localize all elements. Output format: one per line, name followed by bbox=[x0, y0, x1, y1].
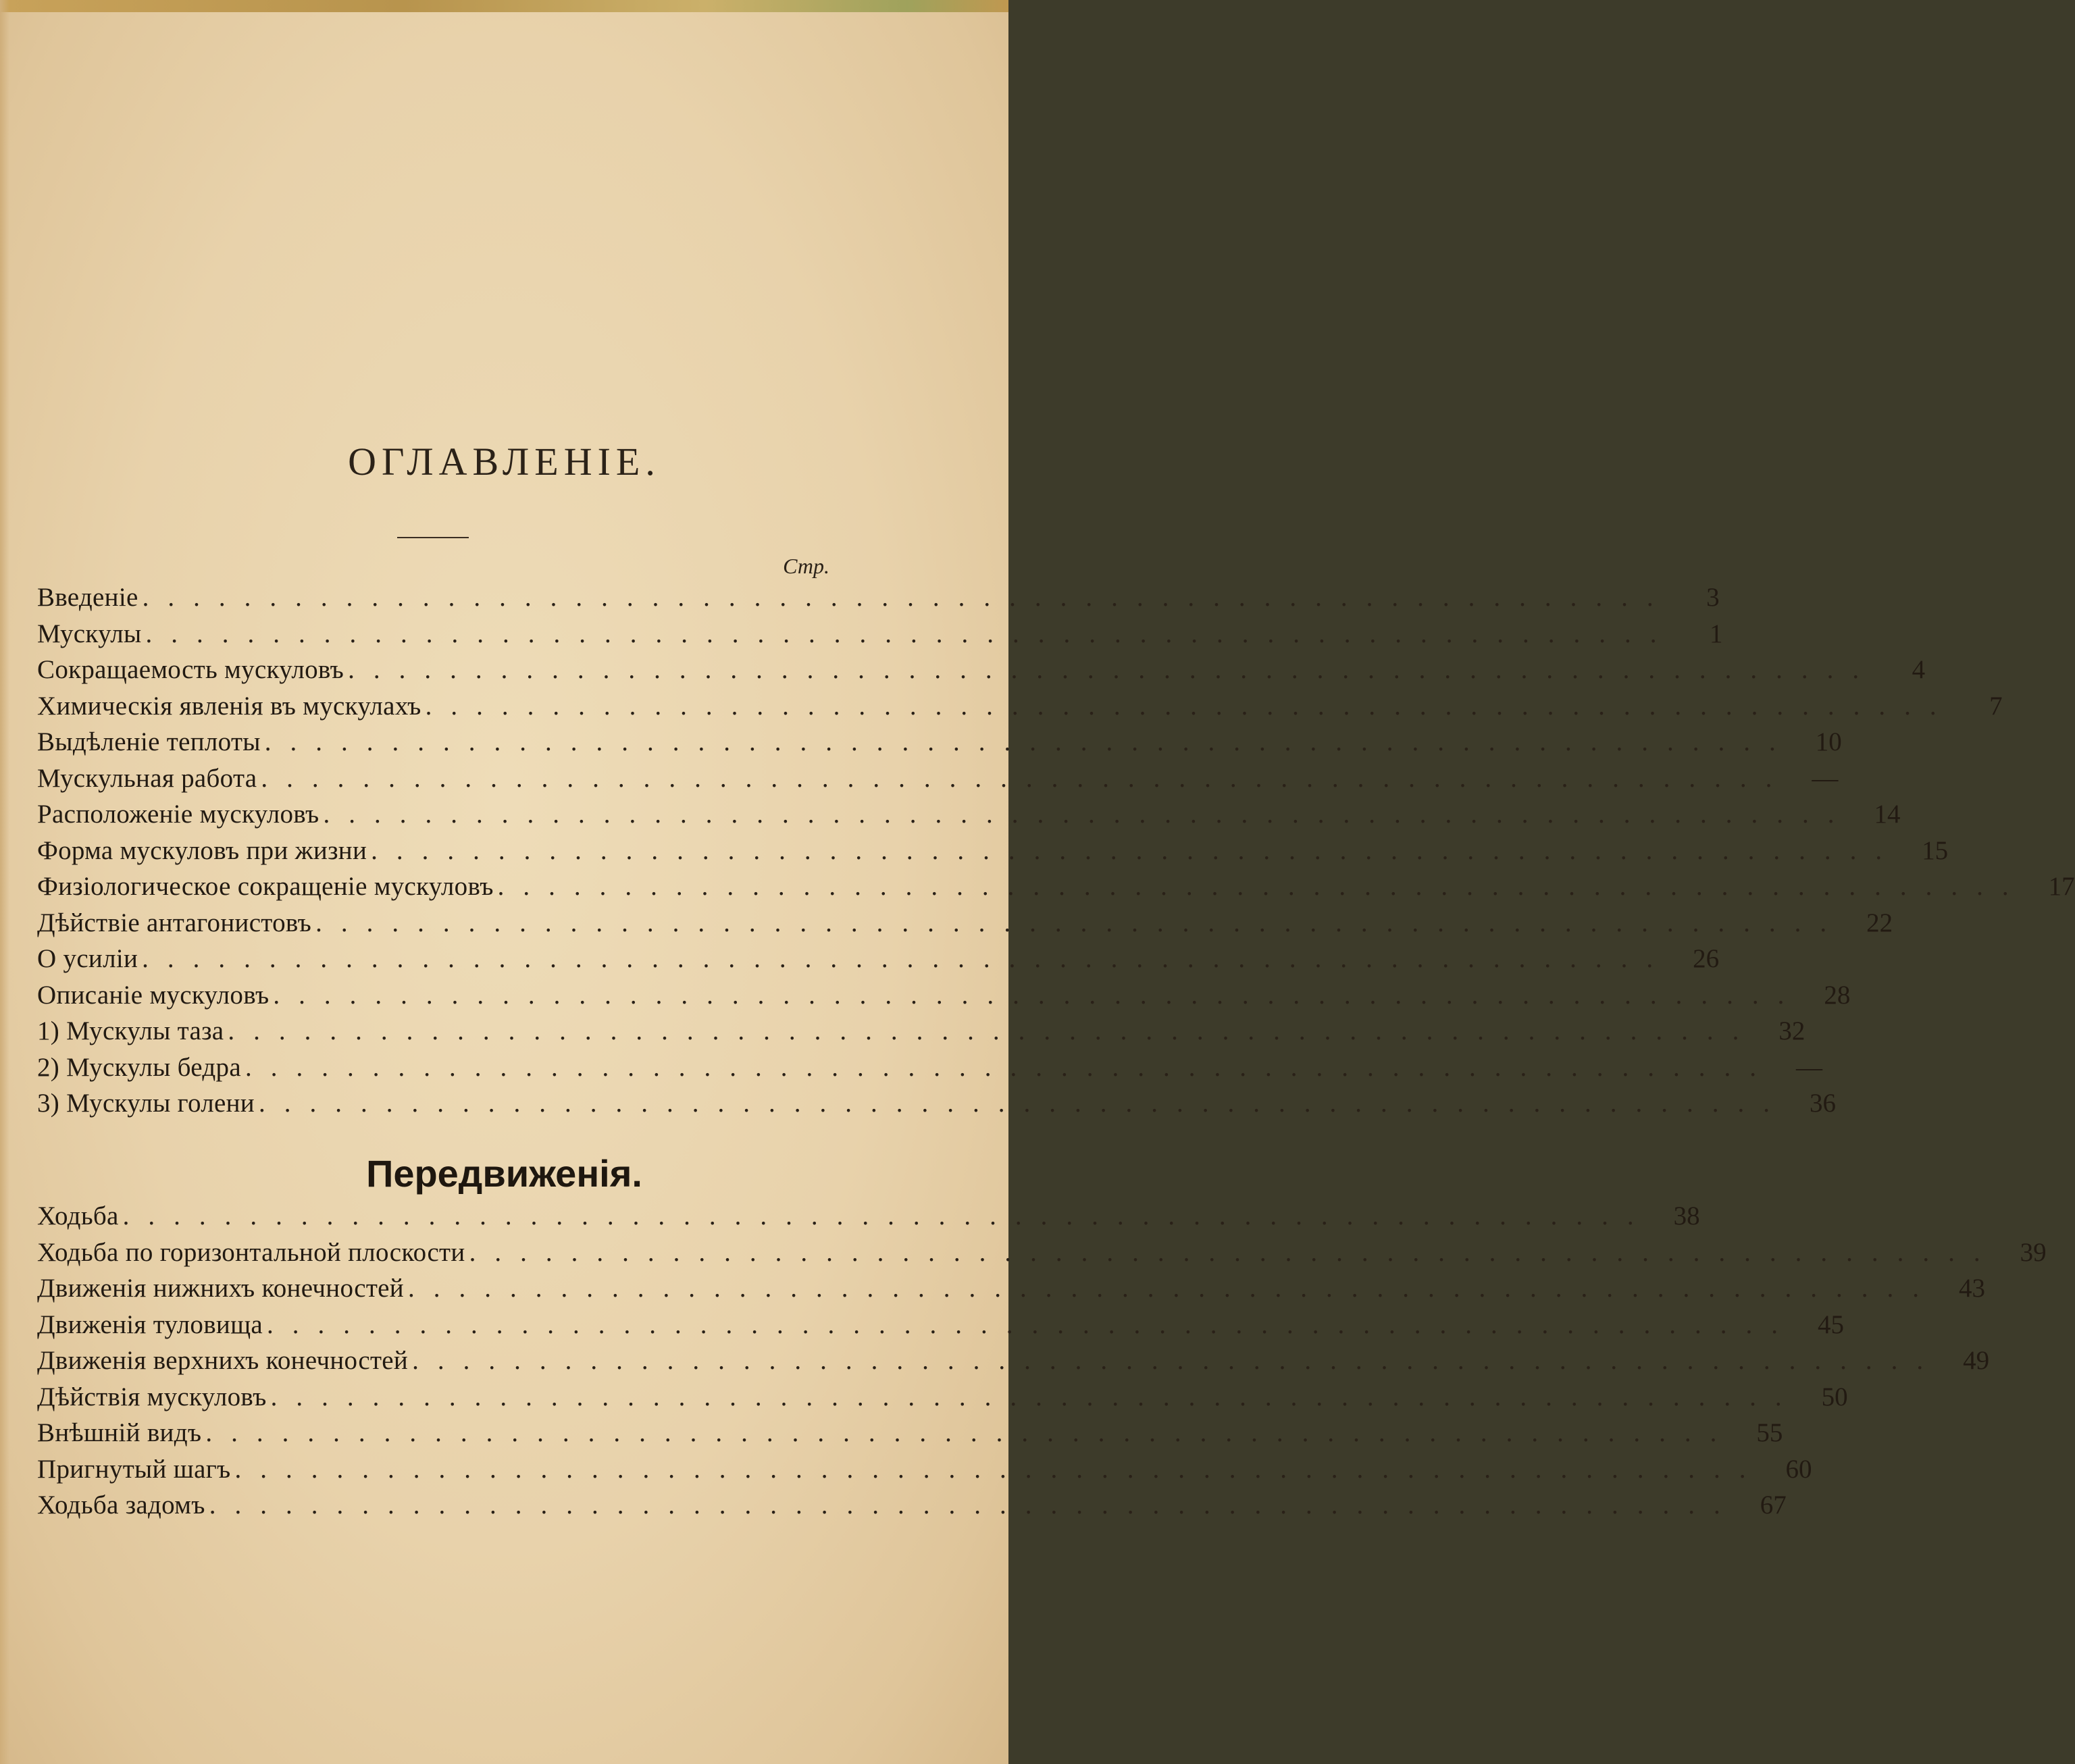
toc-entry bbox=[37, 1088, 1836, 1124]
toc-dot-leader: ............................................................ bbox=[407, 1274, 1938, 1303]
toc-entry bbox=[37, 871, 2075, 908]
toc-entry bbox=[37, 1490, 1787, 1526]
toc-entry-page: 50 bbox=[1821, 1382, 1848, 1411]
toc-entry-page: 26 bbox=[1693, 944, 1720, 973]
toc-dot-leader: ............................................................ bbox=[261, 763, 1791, 793]
toc-entry-page: 28 bbox=[1824, 980, 1851, 1010]
toc-entry-title: Движенія верхнихъ конечностей bbox=[37, 1346, 409, 1375]
title-divider bbox=[397, 537, 469, 538]
toc-entry-title: Дѣйствіе антагонистовъ bbox=[37, 908, 312, 937]
toc-entry bbox=[37, 763, 1839, 800]
toc-part-two bbox=[37, 1201, 2047, 1526]
toc-entry bbox=[37, 1201, 1700, 1237]
toc-entry bbox=[37, 654, 1926, 691]
toc-part-one bbox=[37, 582, 2075, 1124]
toc-entry-page: 14 bbox=[1874, 800, 1901, 829]
toc-dot-leader: ............................................................ bbox=[264, 727, 1795, 756]
page-title: ОГЛАВЛЕНІЕ. bbox=[348, 440, 661, 484]
toc-dot-leader: ............................................................ bbox=[142, 583, 1672, 612]
toc-entry-title: О усиліи bbox=[37, 944, 138, 973]
toc-entry-page: 32 bbox=[1778, 1016, 1805, 1045]
toc-entry bbox=[37, 943, 1720, 980]
toc-entry-title: Химическія явленія въ мускулахъ bbox=[37, 691, 421, 721]
page-column-label: Стр. bbox=[783, 554, 829, 578]
toc-dot-leader: ............................................................ bbox=[209, 1490, 1739, 1520]
toc-entry-title: Расположеніе мускуловъ bbox=[37, 800, 319, 829]
toc-entry-title: Внѣшній видъ bbox=[37, 1418, 202, 1447]
toc-entry-page: 67 bbox=[1760, 1490, 1787, 1520]
toc-entry-page: 36 bbox=[1809, 1089, 1836, 1118]
toc-entry-title: Форма мускуловъ при жизни bbox=[37, 835, 367, 865]
section-title: Передвиженія. bbox=[366, 1152, 642, 1195]
toc-dot-leader: ............................................................ bbox=[205, 1418, 1736, 1447]
toc-entry bbox=[37, 1237, 2047, 1274]
toc-entry bbox=[37, 1016, 1805, 1052]
toc-entry-title: Физіологическое сокращеніе мускуловъ bbox=[37, 872, 494, 901]
toc-entry bbox=[37, 619, 1723, 655]
toc-entry-page: 39 bbox=[2020, 1237, 2047, 1267]
toc-dot-leader: ............................................................ bbox=[497, 872, 2028, 901]
toc-dot-leader: ............................................................ bbox=[469, 1237, 1999, 1267]
toc-entry-page: 45 bbox=[1818, 1309, 1845, 1339]
toc-entry bbox=[37, 691, 2003, 727]
toc-entry-page: 60 bbox=[1785, 1454, 1812, 1484]
toc-dot-leader: ............................................................ bbox=[228, 1016, 1758, 1045]
toc-entry-title: Введеніе bbox=[37, 583, 138, 612]
toc-entry-page: 15 bbox=[1922, 835, 1949, 865]
toc-entry-page: 55 bbox=[1756, 1418, 1783, 1447]
toc-entry bbox=[37, 908, 1893, 944]
toc-entry-page: 49 bbox=[1963, 1346, 1990, 1375]
toc-entry-page: 4 bbox=[1912, 655, 1926, 684]
toc-dot-leader: ............................................................ bbox=[315, 908, 1846, 937]
toc-dot-leader: ............................................................ bbox=[245, 1052, 1775, 1082]
toc-dot-leader: ............................................................ bbox=[425, 691, 1955, 721]
toc-entry-title: 2) Мускулы бедра bbox=[37, 1052, 241, 1082]
toc-dot-leader: ............................................................ bbox=[273, 980, 1803, 1010]
toc-entry-page: 43 bbox=[1958, 1274, 1985, 1303]
toc-entry bbox=[37, 1454, 1812, 1490]
toc-entry-page: 3 bbox=[1706, 583, 1720, 612]
toc-entry-title: Движенія туловища bbox=[37, 1309, 263, 1339]
toc-entry-page: 10 bbox=[1815, 727, 1842, 756]
toc-entry-page: — bbox=[1795, 1052, 1822, 1082]
toc-entry bbox=[37, 980, 1851, 1016]
toc-dot-leader: ............................................................ bbox=[270, 1382, 1801, 1411]
toc-entry bbox=[37, 1052, 1822, 1089]
toc-entry bbox=[37, 799, 1901, 835]
toc-entry-title: 1) Мускулы таза bbox=[37, 1016, 224, 1045]
toc-entry-title: Ходьба задомъ bbox=[37, 1490, 205, 1520]
toc-entry-title: Дѣйствія мускуловъ bbox=[37, 1382, 267, 1411]
toc-entry-page: 22 bbox=[1866, 908, 1893, 937]
toc-entry-title: Ходьба по горизонтальной плоскости bbox=[37, 1237, 465, 1267]
toc-dot-leader: ............................................................ bbox=[142, 944, 1672, 973]
toc-entry-page: 38 bbox=[1673, 1201, 1700, 1230]
toc-entry bbox=[37, 1418, 1783, 1454]
toc-entry bbox=[37, 1309, 1845, 1346]
toc-dot-leader: ............................................................ bbox=[145, 619, 1676, 648]
toc-entry-title: Ходьба bbox=[37, 1201, 119, 1230]
toc-entry-page: 17 bbox=[2048, 872, 2075, 901]
toc-entry bbox=[37, 835, 1949, 872]
toc-entry bbox=[37, 582, 1720, 619]
toc-entry-page: 7 bbox=[1989, 691, 2003, 721]
toc-entry bbox=[37, 1382, 1848, 1418]
toc-dot-leader: ............................................................ bbox=[234, 1454, 1765, 1484]
toc-entry bbox=[37, 1273, 1985, 1309]
toc-dot-leader: ............................................................ bbox=[258, 1089, 1789, 1118]
toc-entry-title: Мускульная работа bbox=[37, 763, 257, 793]
toc-entry-title: Движенія нижнихъ конечностей bbox=[37, 1274, 404, 1303]
toc-entry-title: Сокращаемость мускуловъ bbox=[37, 655, 344, 684]
toc-dot-leader: ............................................................ bbox=[348, 655, 1878, 684]
toc-dot-leader: ............................................................ bbox=[122, 1201, 1653, 1230]
toc-entry-title: Пригнутый шагъ bbox=[37, 1454, 231, 1484]
toc-dot-leader: ............................................................ bbox=[371, 835, 1901, 865]
toc-entry bbox=[37, 1345, 1990, 1382]
toc-entry-title: Выдѣленіе теплоты bbox=[37, 727, 261, 756]
toc-dot-leader: ............................................................ bbox=[267, 1309, 1797, 1339]
cover-edge bbox=[0, 0, 1008, 12]
toc-entry-title: 3) Мускулы голени bbox=[37, 1089, 255, 1118]
toc-entry bbox=[37, 727, 1842, 763]
toc-entry-page: 1 bbox=[1709, 619, 1723, 648]
toc-entry-page: — bbox=[1812, 763, 1839, 793]
toc-entry-title: Описаніе мускуловъ bbox=[37, 980, 270, 1010]
toc-dot-leader: ............................................................ bbox=[412, 1346, 1943, 1375]
page-edge-shade bbox=[0, 0, 9, 1764]
toc-dot-leader: ............................................................ bbox=[323, 800, 1853, 829]
toc-entry-title: Мускулы bbox=[37, 619, 142, 648]
